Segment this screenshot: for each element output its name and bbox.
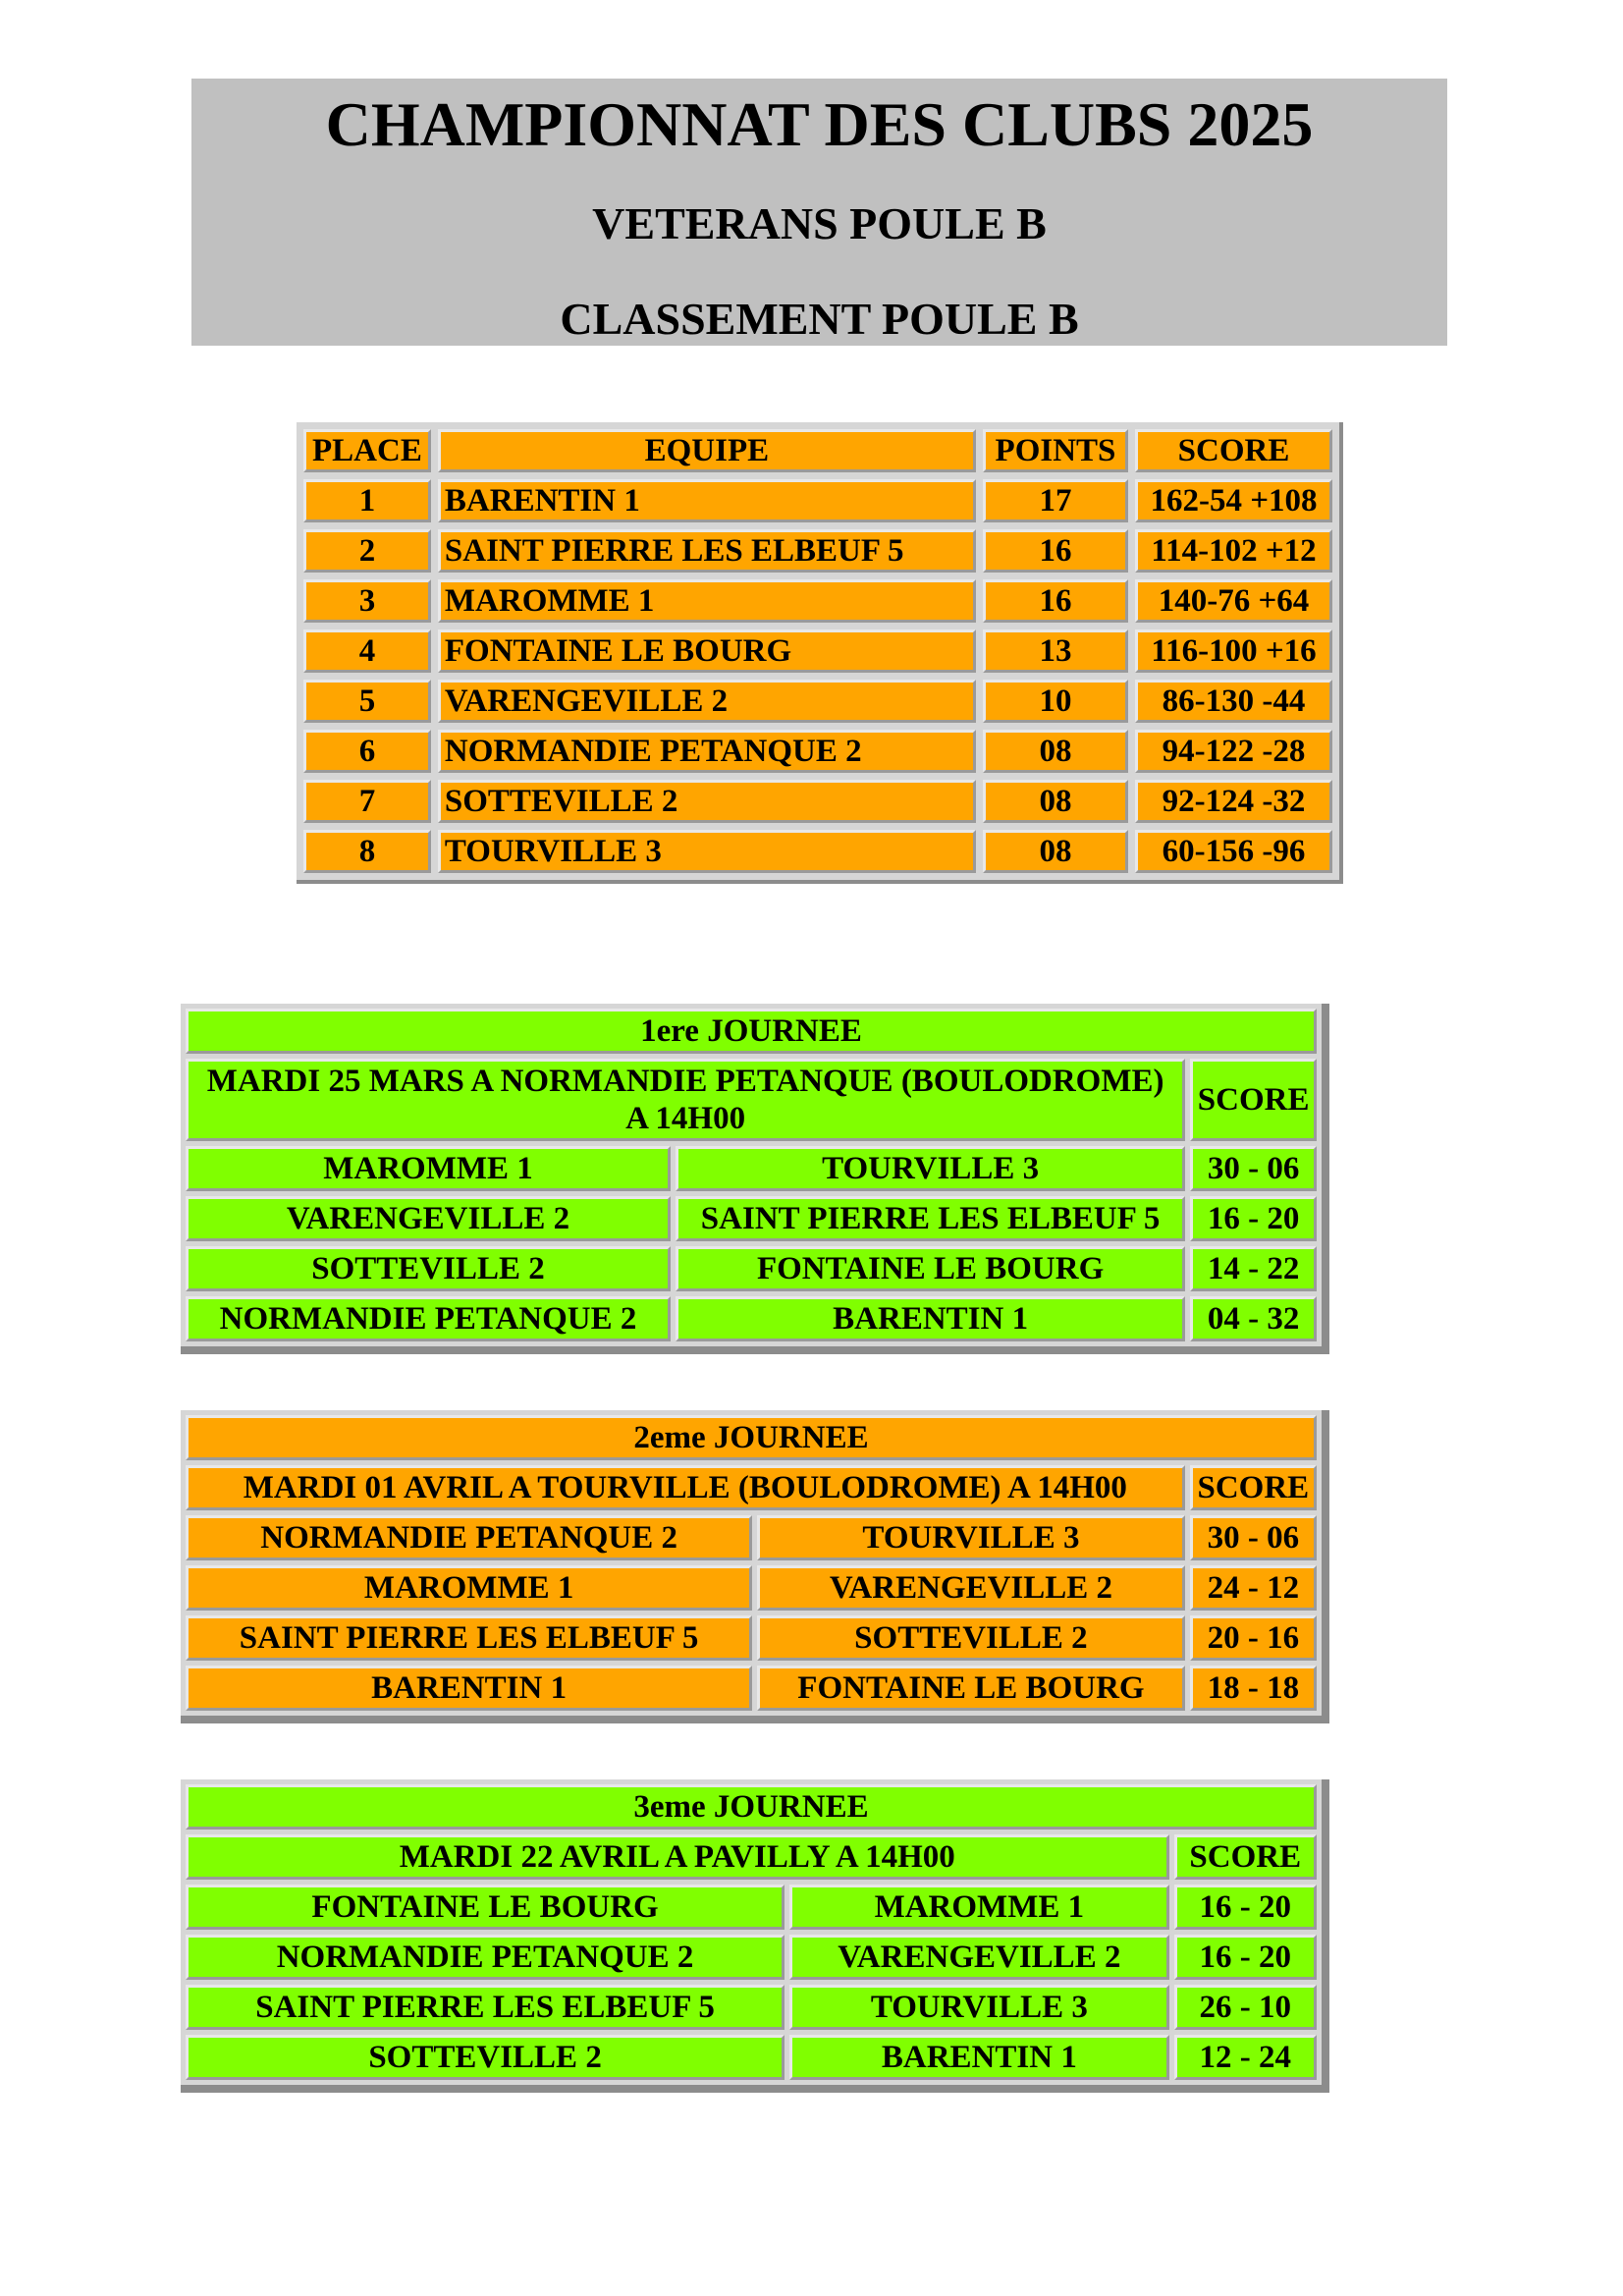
match-row: [186, 1246, 1317, 1291]
points-cell: 16: [983, 579, 1128, 623]
away-team: FONTAINE LE BOURG: [676, 1246, 1185, 1291]
score-cell: 94-122 -28: [1135, 730, 1332, 773]
home-team: MAROMME 1: [186, 1146, 671, 1191]
place-cell: 7: [303, 780, 431, 823]
points-cell: 17: [983, 479, 1128, 522]
team-cell: FONTAINE LE BOURG: [438, 629, 976, 673]
table-row: [303, 479, 1332, 522]
round-title: 2eme JOURNEE: [186, 1415, 1317, 1460]
match-score: 26 - 10: [1174, 1985, 1317, 2030]
match-row: [186, 1615, 1317, 1661]
match-score: 18 - 18: [1190, 1666, 1317, 1711]
table-row: [303, 529, 1332, 573]
match-score: 04 - 32: [1190, 1296, 1317, 1341]
table-row: [303, 629, 1332, 673]
col-header-score: SCORE: [1135, 429, 1332, 472]
round-3-table: [181, 1779, 1329, 2093]
col-header-team: EQUIPE: [438, 429, 976, 472]
home-team: BARENTIN 1: [186, 1666, 752, 1711]
match-score: 24 - 12: [1190, 1565, 1317, 1611]
match-row: [186, 1985, 1317, 2030]
table-row: [303, 680, 1332, 723]
home-team: SAINT PIERRE LES ELBEUF 5: [186, 1985, 784, 2030]
place-cell: 4: [303, 629, 431, 673]
home-team: MAROMME 1: [186, 1565, 752, 1611]
page-header: [191, 79, 1447, 346]
team-cell: NORMANDIE PETANQUE 2: [438, 730, 976, 773]
score-cell: 92-124 -32: [1135, 780, 1332, 823]
match-row: [186, 1515, 1317, 1560]
round-info: MARDI 25 MARS A NORMANDIE PETANQUE (BOULODROME) A 14H00: [186, 1059, 1185, 1141]
place-cell: 8: [303, 830, 431, 873]
score-cell: 162-54 +108: [1135, 479, 1332, 522]
score-header: SCORE: [1190, 1465, 1317, 1510]
away-team: SAINT PIERRE LES ELBEUF 5: [676, 1196, 1185, 1241]
score-header: SCORE: [1174, 1834, 1317, 1880]
round-info: MARDI 01 AVRIL A TOURVILLE (BOULODROME) A 14H00: [186, 1465, 1185, 1510]
round-title: 3eme JOURNEE: [186, 1784, 1317, 1830]
team-cell: SOTTEVILLE 2: [438, 780, 976, 823]
match-score: 30 - 06: [1190, 1515, 1317, 1560]
home-team: NORMANDIE PETANQUE 2: [186, 1935, 784, 1980]
match-row: [186, 1196, 1317, 1241]
score-cell: 116-100 +16: [1135, 629, 1332, 673]
points-cell: 08: [983, 780, 1128, 823]
match-row: [186, 1296, 1317, 1341]
away-team: FONTAINE LE BOURG: [757, 1666, 1184, 1711]
away-team: TOURVILLE 3: [757, 1515, 1184, 1560]
round-title-row: [186, 1784, 1317, 1830]
place-cell: 1: [303, 479, 431, 522]
home-team: FONTAINE LE BOURG: [186, 1885, 784, 1930]
points-cell: 16: [983, 529, 1128, 573]
home-team: SOTTEVILLE 2: [186, 1246, 671, 1291]
score-cell: 86-130 -44: [1135, 680, 1332, 723]
match-row: [186, 1885, 1317, 1930]
page-subtitle: VETERANS POULE B: [592, 198, 1047, 248]
match-score: 16 - 20: [1174, 1935, 1317, 1980]
home-team: SAINT PIERRE LES ELBEUF 5: [186, 1615, 752, 1661]
round-info-row: [186, 1834, 1317, 1880]
points-cell: 10: [983, 680, 1128, 723]
round-info: MARDI 22 AVRIL A PAVILLY A 14H00: [186, 1834, 1169, 1880]
away-team: VARENGEVILLE 2: [789, 1935, 1168, 1980]
away-team: BARENTIN 1: [676, 1296, 1185, 1341]
match-score: 16 - 20: [1190, 1196, 1317, 1241]
round-1-table: [181, 1004, 1329, 1354]
away-team: BARENTIN 1: [789, 2035, 1168, 2080]
round-title: 1ere JOURNEE: [186, 1009, 1317, 1054]
round-2-table: [181, 1410, 1329, 1723]
team-cell: VARENGEVILLE 2: [438, 680, 976, 723]
score-header: SCORE: [1190, 1059, 1317, 1141]
team-cell: TOURVILLE 3: [438, 830, 976, 873]
match-row: [186, 1565, 1317, 1611]
table-row: [303, 730, 1332, 773]
place-cell: 5: [303, 680, 431, 723]
standings-header-row: [303, 429, 1332, 472]
team-cell: BARENTIN 1: [438, 479, 976, 522]
points-cell: 13: [983, 629, 1128, 673]
home-team: SOTTEVILLE 2: [186, 2035, 784, 2080]
home-team: NORMANDIE PETANQUE 2: [186, 1515, 752, 1560]
match-score: 14 - 22: [1190, 1246, 1317, 1291]
table-row: [303, 780, 1332, 823]
away-team: VARENGEVILLE 2: [757, 1565, 1184, 1611]
round-title-row: [186, 1415, 1317, 1460]
match-row: [186, 1146, 1317, 1191]
score-cell: 114-102 +12: [1135, 529, 1332, 573]
match-score: 16 - 20: [1174, 1885, 1317, 1930]
home-team: VARENGEVILLE 2: [186, 1196, 671, 1241]
round-title-row: [186, 1009, 1317, 1054]
match-row: [186, 2035, 1317, 2080]
round-info-row: [186, 1059, 1317, 1141]
col-header-place: PLACE: [303, 429, 431, 472]
score-cell: 140-76 +64: [1135, 579, 1332, 623]
team-cell: MAROMME 1: [438, 579, 976, 623]
points-cell: 08: [983, 830, 1128, 873]
away-team: TOURVILLE 3: [789, 1985, 1168, 2030]
table-row: [303, 830, 1332, 873]
match-row: [186, 1935, 1317, 1980]
standings-table: [297, 422, 1343, 884]
match-row: [186, 1666, 1317, 1711]
away-team: TOURVILLE 3: [676, 1146, 1185, 1191]
match-score: 30 - 06: [1190, 1146, 1317, 1191]
match-score: 12 - 24: [1174, 2035, 1317, 2080]
points-cell: 08: [983, 730, 1128, 773]
col-header-points: POINTS: [983, 429, 1128, 472]
home-team: NORMANDIE PETANQUE 2: [186, 1296, 671, 1341]
match-score: 20 - 16: [1190, 1615, 1317, 1661]
place-cell: 2: [303, 529, 431, 573]
place-cell: 6: [303, 730, 431, 773]
score-cell: 60-156 -96: [1135, 830, 1332, 873]
section-title: CLASSEMENT POULE B: [560, 294, 1079, 344]
place-cell: 3: [303, 579, 431, 623]
team-cell: SAINT PIERRE LES ELBEUF 5: [438, 529, 976, 573]
page-title: CHAMPIONNAT DES CLUBS 2025: [325, 89, 1314, 159]
table-row: [303, 579, 1332, 623]
away-team: MAROMME 1: [789, 1885, 1168, 1930]
away-team: SOTTEVILLE 2: [757, 1615, 1184, 1661]
round-info-row: [186, 1465, 1317, 1510]
